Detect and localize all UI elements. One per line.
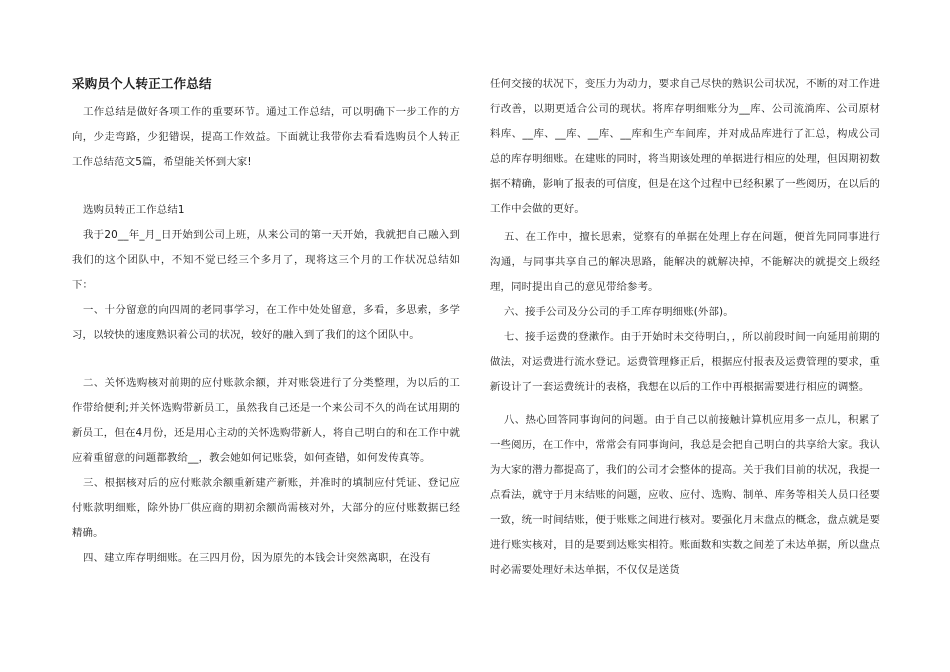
body-paragraph: 二、关怀选购核对前期的应付账款余额，并对账袋进行了分类整理，为以后的工作带给便利;并关怀选购带新员工，虽然我自己还是一个来公司不久的尚在试用期的新员工，但在4月份，还是用心主动的关怀选购带新人，将自己明白的和在工作中就应着重留意的问题都教给__，教会她如何记账袋，如何查错，如何发传真等。 [72, 377, 460, 464]
body-paragraph: 任何交接的状况下，变压力为动力，要求自己尽快的熟识公司状况，不断的对工作进行改善，以期更适合公司的现状。将库存明细账分为__库、公司流淌库、公司原材料库、__库、__库、__库、__库和生产车间库，并对成品库进行了汇总，构成公司总的库存明细账。在建账的同时，将当期该处理的单据进行相应的处理，但因期初数据不精确，影响了报表的可信度，但是在这个过程中已经积累了一些阅历，在以后的工作中会做的更好。 [490, 78, 880, 215]
spacer [490, 400, 880, 408]
body-paragraph: 六、接手公司及分公司的手工库存明细账(外部)。 [504, 306, 734, 318]
section-heading: 选购员转正工作总结1 [83, 204, 185, 216]
body-paragraph: 七、接手运费的登漱作。由于开始时未交待明白，，所以前段时间一向延用前期的做法，对运费进行流水登记。运费管理修正后，根据应付报表及运费管理的要求，重新设计了一套运费统计的表格，我想在以后的工作中再根据需要进行相应的调整。 [490, 331, 880, 393]
left-column [72, 72, 460, 571]
body-paragraph: 三、根据核对后的应付账款余额重新建产新账，并准时的填制应付凭证、登记应付账款明细账，除外协厂供应商的期初余额尚需核对外，大部分的应付账数据已经精确。 [72, 477, 460, 539]
spacer [72, 175, 460, 198]
body-paragraph: 八、热心回答同事询问的问题。由于自己以前接触计算机应用多一点儿，积累了一些阅历，在工作中，常常会有同事询问，我总是会把自己明白的共享给大家。我认为大家的潜力都提高了，我们的公司才会整体的提高。关于我们目前的状况，我提一点看法，就守于月末结账的问题，应收、应付、选购、制单、库务等相关人员口径要一致，统一时间结账，便于账账之间进行核对。要强化月末盘点的概念，盘点就是要进行账实核对，目的是要到达账实相符。账面数和实数之间差了未达单据，所以盘点时必需要处理好未达单据，不仅仅是送货 [490, 414, 880, 576]
document-title: 采购员个人转正工作总结 [72, 76, 212, 91]
body-paragraph: 五、在工作中，擅长思索，觉察有的单据在处理上存在问题，便首先同同事进行沟通，与同事共享自己的解决思路，能解决的就解决掉，不能解决的就提交上级经理，同时提出自己的意见带给参考。 [490, 231, 880, 293]
body-paragraph: 我于20__年_月_日开始到公司上班，从来公司的第一天开始，我就把自己融入到我们的这个团队中，不知不觉已经三个多月了，现将这三个月的工作状况总结如下： [72, 229, 460, 291]
body-paragraph: 一、十分留意的向四周的老同事学习，在工作中处处留意，多看，多思索，多学习，以较快的速度熟识着公司的状况，较好的融入到了我们的这个团队中。 [72, 304, 460, 341]
body-paragraph: 四、建立库存明细账。在三四月份，因为原先的本钱会计突然离职，在没有 [83, 552, 431, 564]
intro-paragraph: 工作总结是做好各项工作的重要环节。通过工作总结，可以明确下一步工作的方向，少走弯路，少犯错误，提高工作效益。下面就让我带你去看看选购员个人转正工作总结范文5篇，希望能关怀到大家! [72, 106, 460, 168]
spacer [72, 348, 460, 371]
right-column [490, 72, 880, 583]
